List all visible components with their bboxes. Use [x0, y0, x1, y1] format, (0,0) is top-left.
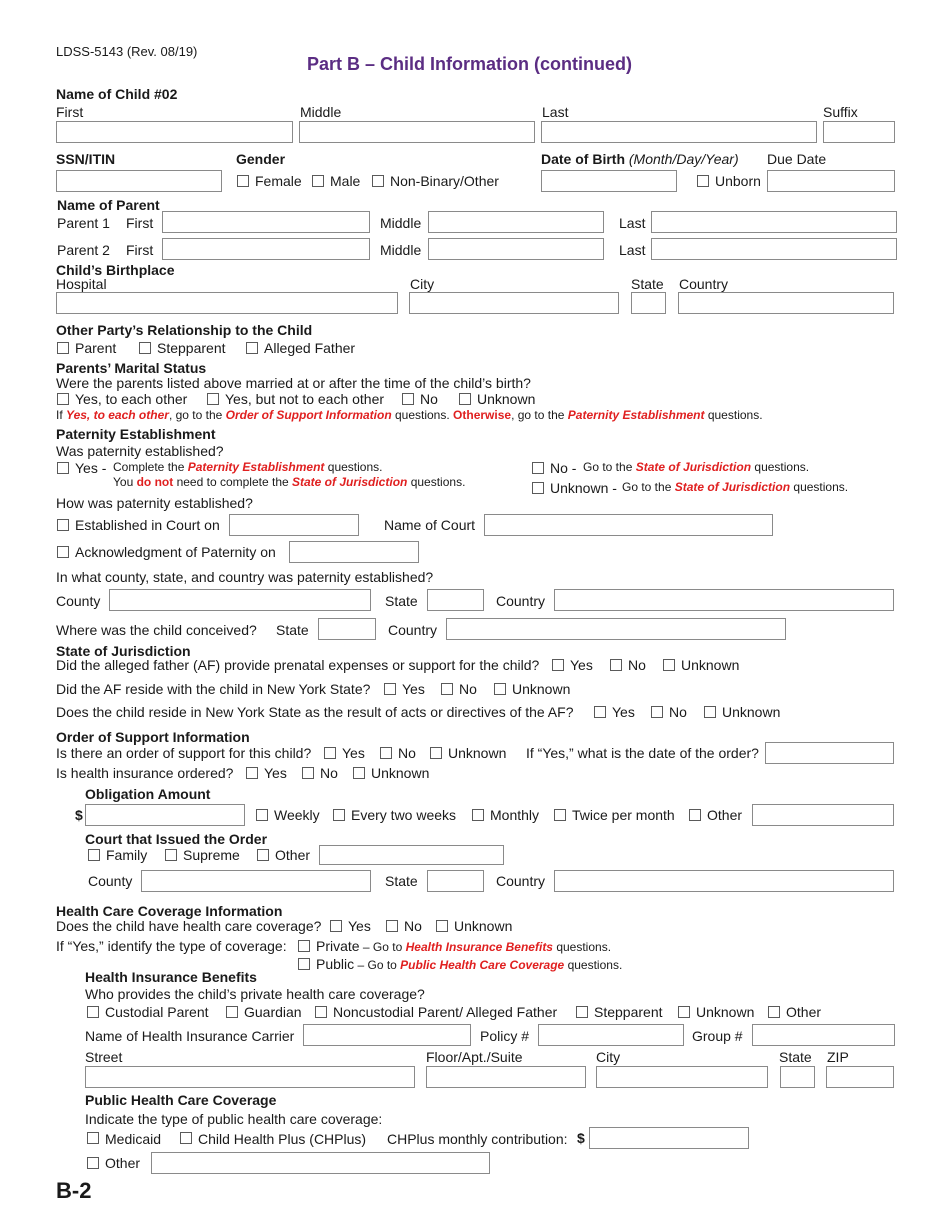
freq-twice-label: Twice per month	[572, 807, 675, 823]
court-other-field[interactable]	[319, 845, 504, 865]
ssn-label: SSN/ITIN	[56, 151, 116, 167]
street-label: Street	[85, 1049, 123, 1065]
pat-unk-checkbox[interactable]	[532, 482, 544, 494]
rel-alleged-checkbox[interactable]	[246, 342, 258, 354]
soj-q2-unk-label: Unknown	[512, 681, 571, 697]
soj-q3-yes-label: Yes	[612, 704, 635, 720]
cpu-label: Public	[316, 956, 355, 972]
jurisdiction-heading: State of Jurisdiction	[56, 643, 191, 659]
floor-label: Floor/Apt./Suite	[426, 1049, 523, 1065]
soj-q1-no-label: No	[628, 657, 646, 673]
pat-no-label: No -	[550, 460, 577, 476]
parent2-last-label: Last	[619, 242, 646, 258]
court-label: Established in Court on	[75, 517, 220, 533]
other-coverage-checkbox[interactable]	[87, 1157, 99, 1169]
order-q1-no-checkbox[interactable]	[380, 747, 392, 759]
parent1-first-label: First	[126, 215, 154, 231]
soj-q2: Did the AF reside with the child in New York State?	[56, 681, 371, 697]
marital-opt3-label: No	[420, 391, 438, 407]
mi-q: questions.	[391, 408, 454, 422]
chplus-label: Child Health Plus (CHPlus)	[198, 1131, 367, 1147]
order-county-field[interactable]	[141, 870, 371, 892]
freq-every2-checkbox[interactable]	[333, 809, 345, 821]
obligation-amount-field[interactable]	[85, 804, 245, 826]
chplus-checkbox[interactable]	[180, 1132, 192, 1144]
py-2c: questions.	[407, 475, 466, 489]
marital-instructions	[56, 409, 763, 421]
health-q1: Does the child have health care coverage?	[56, 918, 322, 934]
child-middle-field[interactable]	[299, 121, 535, 143]
marital-opt2-label: Yes, but not to each other	[225, 391, 385, 407]
child-first-field[interactable]	[56, 121, 293, 143]
hospital-field[interactable]	[56, 292, 398, 314]
mi-if: If	[56, 408, 67, 422]
due-date-field[interactable]	[767, 170, 895, 192]
birth-state-label: State	[631, 276, 664, 292]
conceived-question: Where was the child conceived?	[56, 622, 257, 638]
cpu-ins: – Go to	[354, 958, 401, 972]
medicaid-label: Medicaid	[105, 1131, 162, 1147]
py-2a: You	[113, 475, 137, 489]
where-established-question: In what county, state, and country was paternity established?	[56, 569, 434, 585]
order-county-label: County	[88, 873, 133, 889]
freq-monthly-checkbox[interactable]	[472, 809, 484, 821]
soj-q2-yes-label: Yes	[402, 681, 425, 697]
pn-soj-link: State of Jurisdiction	[635, 460, 752, 474]
street-field[interactable]	[85, 1066, 415, 1088]
pat-yes-ins2	[113, 476, 465, 488]
soj-q1: Did the alleged father (AF) provide prenatal expenses or support for the child?	[56, 657, 540, 673]
soj-q2-no-label: No	[459, 681, 477, 697]
prov-unknown-label: Unknown	[696, 1004, 755, 1020]
pat-state-label: State	[385, 593, 418, 609]
gender-female-checkbox[interactable]	[237, 175, 249, 187]
parent1-first-field[interactable]	[162, 211, 370, 233]
chplus-contrib-label: CHPlus monthly contribution:	[387, 1131, 568, 1147]
phcc-question: Indicate the type of public health care coverage:	[85, 1111, 383, 1127]
marital-opt1-checkbox[interactable]	[57, 393, 69, 405]
form-id: LDSS-5143 (Rev. 08/19)	[56, 44, 198, 59]
birth-country-field[interactable]	[678, 292, 894, 314]
mi-goto2: , go to the	[511, 408, 568, 422]
unborn-label: Unborn	[715, 173, 761, 189]
health-q1-no-checkbox[interactable]	[386, 920, 398, 932]
cpu-q: questions.	[564, 958, 623, 972]
freq-twice-checkbox[interactable]	[554, 809, 566, 821]
rel-stepparent-label: Stepparent	[157, 340, 226, 356]
hib-question: Who provides the child’s private health care coverage?	[85, 986, 425, 1002]
pat-country-field[interactable]	[554, 589, 894, 611]
gender-nonbinary-checkbox[interactable]	[372, 175, 384, 187]
court-other-checkbox[interactable]	[257, 849, 269, 861]
mi-yes: Yes, to each other	[66, 408, 169, 422]
pat-yes-checkbox[interactable]	[57, 462, 69, 474]
birth-state-field[interactable]	[631, 292, 666, 314]
pat-county-label: County	[56, 593, 101, 609]
child-suffix-label: Suffix	[823, 104, 858, 120]
parent2-first-label: First	[126, 242, 154, 258]
court-supreme-checkbox[interactable]	[165, 849, 177, 861]
zip-field[interactable]	[826, 1066, 894, 1088]
phcc-heading: Public Health Care Coverage	[85, 1092, 277, 1108]
order-q2-unk-label: Unknown	[371, 765, 430, 781]
birth-country-label: Country	[679, 276, 729, 292]
soj-q1-no-checkbox[interactable]	[610, 659, 622, 671]
mi-otherwise: Otherwise	[453, 408, 512, 422]
freq-weekly-checkbox[interactable]	[256, 809, 268, 821]
unborn-checkbox[interactable]	[697, 175, 709, 187]
child-middle-label: Middle	[300, 104, 342, 120]
coverage-private-line	[316, 939, 611, 953]
py-soj-link: State of Jurisdiction	[292, 475, 408, 489]
prov-other-checkbox[interactable]	[768, 1006, 780, 1018]
court-issued-heading: Court that Issued the Order	[85, 831, 268, 847]
soj-q1-yes-label: Yes	[570, 657, 593, 673]
ack-label: Acknowledgment of Paternity on	[75, 544, 276, 560]
order-q1: Is there an order of support for this child?	[56, 745, 312, 761]
cp-label: Private	[316, 938, 360, 954]
child-last-label: Last	[542, 104, 569, 120]
health-q1-yes-label: Yes	[348, 918, 371, 934]
health-q1-no-label: No	[404, 918, 422, 934]
court-date-field[interactable]	[229, 514, 359, 536]
order-q2: Is health insurance ordered?	[56, 765, 234, 781]
gender-nonbinary-label: Non-Binary/Other	[390, 173, 499, 189]
prov-custodial-checkbox[interactable]	[87, 1006, 99, 1018]
soj-q3-unk-label: Unknown	[722, 704, 781, 720]
other-coverage-label: Other	[105, 1155, 141, 1171]
prov-other-label: Other	[786, 1004, 822, 1020]
order-state-field[interactable]	[427, 870, 484, 892]
marital-question: Were the parents listed above married at or after the time of the child’s birth?	[56, 375, 531, 391]
soj-q3-no-label: No	[669, 704, 687, 720]
parent2-middle-field[interactable]	[428, 238, 604, 260]
health-heading: Health Care Coverage Information	[56, 903, 283, 919]
soj-q2-yes-checkbox[interactable]	[384, 683, 396, 695]
court-family-label: Family	[106, 847, 148, 863]
hi-state-field[interactable]	[780, 1066, 815, 1088]
mi-order-link: Order of Support Information	[225, 408, 392, 422]
pn-q: questions.	[751, 460, 810, 474]
parent2-label: Parent 2	[57, 242, 110, 258]
soj-q2-no-checkbox[interactable]	[441, 683, 453, 695]
parent2-middle-label: Middle	[380, 242, 422, 258]
chplus-contrib-field[interactable]	[589, 1127, 749, 1149]
parent1-middle-field[interactable]	[428, 211, 604, 233]
order-q1-no-label: No	[398, 745, 416, 761]
marital-opt1-label: Yes, to each other	[75, 391, 188, 407]
hi-city-label: City	[596, 1049, 621, 1065]
marital-opt4-checkbox[interactable]	[459, 393, 471, 405]
ack-date-field[interactable]	[289, 541, 419, 563]
obligation-dollar-sign: $	[75, 807, 83, 823]
parent2-last-field[interactable]	[651, 238, 897, 260]
court-name-label: Name of Court	[384, 517, 476, 533]
pat-yes-ins1	[113, 461, 382, 473]
pat-county-field[interactable]	[109, 589, 371, 611]
conceived-state-field[interactable]	[318, 618, 376, 640]
soj-q1-unk-label: Unknown	[681, 657, 740, 673]
pat-state-field[interactable]	[427, 589, 484, 611]
order-heading: Order of Support Information	[56, 729, 250, 745]
how-established-question: How was paternity established?	[56, 495, 253, 511]
child-name-heading: Name of Child #02	[56, 86, 178, 102]
coverage-public-line	[316, 957, 622, 971]
order-q1-yes-label: Yes	[342, 745, 365, 761]
carrier-field[interactable]	[303, 1024, 471, 1046]
py-2b: need to complete the	[173, 475, 292, 489]
prov-unknown-checkbox[interactable]	[678, 1006, 690, 1018]
parent-name-heading: Name of Parent	[57, 197, 160, 213]
conceived-country-label: Country	[388, 622, 438, 638]
court-checkbox[interactable]	[57, 519, 69, 531]
prov-guardian-checkbox[interactable]	[226, 1006, 238, 1018]
medicaid-checkbox[interactable]	[87, 1132, 99, 1144]
parent1-middle-label: Middle	[380, 215, 422, 231]
prov-guardian-label: Guardian	[244, 1004, 302, 1020]
pat-unk-label: Unknown -	[550, 480, 617, 496]
ack-checkbox[interactable]	[57, 546, 69, 558]
rel-alleged-label: Alleged Father	[264, 340, 356, 356]
pu-1: Go to the	[622, 480, 675, 494]
prov-stepparent-label: Stepparent	[594, 1004, 663, 1020]
dob-label	[541, 152, 739, 166]
gender-female-label: Female	[255, 173, 302, 189]
order-q2-no-checkbox[interactable]	[302, 767, 314, 779]
prov-noncustodial-label: Noncustodial Parent/ Alleged Father	[333, 1004, 558, 1020]
prov-noncustodial-checkbox[interactable]	[315, 1006, 327, 1018]
rel-stepparent-checkbox[interactable]	[139, 342, 151, 354]
dob-label-text: Date of Birth	[541, 151, 625, 167]
py-1b: questions.	[324, 460, 383, 474]
mi-q2: questions.	[704, 408, 763, 422]
rel-parent-label: Parent	[75, 340, 117, 356]
order-date-field[interactable]	[765, 742, 894, 764]
due-date-label: Due Date	[767, 151, 827, 167]
health-q1-unk-label: Unknown	[454, 918, 513, 934]
order-q2-unk-checkbox[interactable]	[353, 767, 365, 779]
cp-link: Health Insurance Benefits	[405, 940, 553, 954]
order-q2-no-label: No	[320, 765, 338, 781]
order-q1-yes-checkbox[interactable]	[324, 747, 336, 759]
page-title: Part B – Child Information (continued)	[307, 54, 632, 74]
marital-heading: Parents’ Marital Status	[56, 360, 207, 376]
gender-male-checkbox[interactable]	[312, 175, 324, 187]
py-1: Complete the	[113, 460, 188, 474]
paternity-heading: Paternity Establishment	[56, 426, 216, 442]
order-date-question: If “Yes,” what is the date of the order?	[526, 745, 759, 761]
mi-pat-link: Paternity Establishment	[567, 408, 705, 422]
birthplace-heading: Child’s Birthplace	[56, 262, 175, 278]
birth-city-field[interactable]	[409, 292, 619, 314]
freq-other-field[interactable]	[752, 804, 894, 826]
court-supreme-label: Supreme	[183, 847, 240, 863]
soj-q3-unk-checkbox[interactable]	[704, 706, 716, 718]
group-label: Group #	[692, 1028, 743, 1044]
rel-parent-checkbox[interactable]	[57, 342, 69, 354]
prov-stepparent-checkbox[interactable]	[576, 1006, 588, 1018]
prov-custodial-label: Custodial Parent	[105, 1004, 209, 1020]
ssn-field[interactable]	[56, 170, 222, 192]
marital-opt4-label: Unknown	[477, 391, 536, 407]
gender-male-label: Male	[330, 173, 361, 189]
hib-heading: Health Insurance Benefits	[85, 969, 257, 985]
dob-field[interactable]	[541, 170, 677, 192]
coverage-type-question: If “Yes,” identify the type of coverage:	[56, 938, 287, 954]
parent1-last-field[interactable]	[651, 211, 897, 233]
hi-state-label: State	[779, 1049, 812, 1065]
birth-city-label: City	[410, 276, 435, 292]
freq-other-label: Other	[707, 807, 743, 823]
pu-q: questions.	[790, 480, 849, 494]
court-other-label: Other	[275, 847, 311, 863]
cp-q: questions.	[552, 940, 612, 954]
carrier-label: Name of Health Insurance Carrier	[85, 1028, 295, 1044]
hi-city-field[interactable]	[596, 1066, 768, 1088]
py-dnot: do not	[136, 475, 174, 489]
gender-label: Gender	[236, 151, 286, 167]
zip-label: ZIP	[827, 1049, 849, 1065]
mi-goto: , go to the	[168, 408, 226, 422]
cp-ins: – Go to	[359, 940, 406, 954]
page-number: B-2	[56, 1178, 92, 1203]
pat-country-label: Country	[496, 593, 546, 609]
soj-q3-no-checkbox[interactable]	[651, 706, 663, 718]
freq-monthly-label: Monthly	[490, 807, 540, 823]
dob-hint: (Month/Day/Year)	[628, 151, 739, 167]
coverage-public-checkbox[interactable]	[298, 958, 310, 970]
pat-unk-ins	[622, 481, 848, 493]
court-family-checkbox[interactable]	[88, 849, 100, 861]
soj-q3: Does the child reside in New York State as the result of acts or directives of the AF?	[56, 704, 574, 720]
chplus-dollar-sign: $	[577, 1130, 585, 1146]
order-q1-unk-checkbox[interactable]	[430, 747, 442, 759]
order-q2-yes-label: Yes	[264, 765, 287, 781]
freq-every2-label: Every two weeks	[351, 807, 457, 823]
order-country-field[interactable]	[554, 870, 894, 892]
pat-no-ins	[583, 461, 809, 473]
paternity-question: Was paternity established?	[56, 443, 224, 459]
soj-q2-unk-checkbox[interactable]	[494, 683, 506, 695]
marital-opt3-checkbox[interactable]	[402, 393, 414, 405]
child-last-field[interactable]	[541, 121, 817, 143]
parent1-label: Parent 1	[57, 215, 110, 231]
floor-field[interactable]	[426, 1066, 586, 1088]
parent2-first-field[interactable]	[162, 238, 370, 260]
child-first-label: First	[56, 104, 84, 120]
court-name-field[interactable]	[484, 514, 773, 536]
policy-field[interactable]	[538, 1024, 684, 1046]
group-field[interactable]	[752, 1024, 895, 1046]
conceived-country-field[interactable]	[446, 618, 786, 640]
py-pat-link: Paternity Establishment	[187, 460, 325, 474]
conceived-state-label: State	[276, 622, 309, 638]
order-q1-unk-label: Unknown	[448, 745, 507, 761]
parent1-last-label: Last	[619, 215, 646, 231]
relationship-heading: Other Party’s Relationship to the Child	[56, 322, 313, 338]
coverage-private-checkbox[interactable]	[298, 940, 310, 952]
pn-1: Go to the	[583, 460, 636, 474]
hospital-label: Hospital	[56, 276, 107, 292]
marital-opt2-checkbox[interactable]	[207, 393, 219, 405]
child-suffix-field[interactable]	[823, 121, 895, 143]
freq-weekly-label: Weekly	[274, 807, 320, 823]
policy-label: Policy #	[480, 1028, 530, 1044]
order-state-label: State	[385, 873, 418, 889]
health-q1-yes-checkbox[interactable]	[330, 920, 342, 932]
soj-q3-yes-checkbox[interactable]	[594, 706, 606, 718]
pat-yes-label: Yes -	[75, 460, 107, 476]
soj-q1-yes-checkbox[interactable]	[552, 659, 564, 671]
pat-no-checkbox[interactable]	[532, 462, 544, 474]
soj-q1-unk-checkbox[interactable]	[663, 659, 675, 671]
other-coverage-field[interactable]	[151, 1152, 490, 1174]
obligation-heading: Obligation Amount	[85, 786, 211, 802]
order-q2-yes-checkbox[interactable]	[246, 767, 258, 779]
freq-other-checkbox[interactable]	[689, 809, 701, 821]
health-q1-unk-checkbox[interactable]	[436, 920, 448, 932]
order-country-label: Country	[496, 873, 546, 889]
pu-soj-link: State of Jurisdiction	[674, 480, 791, 494]
cpu-link: Public Health Care Coverage	[400, 958, 565, 972]
